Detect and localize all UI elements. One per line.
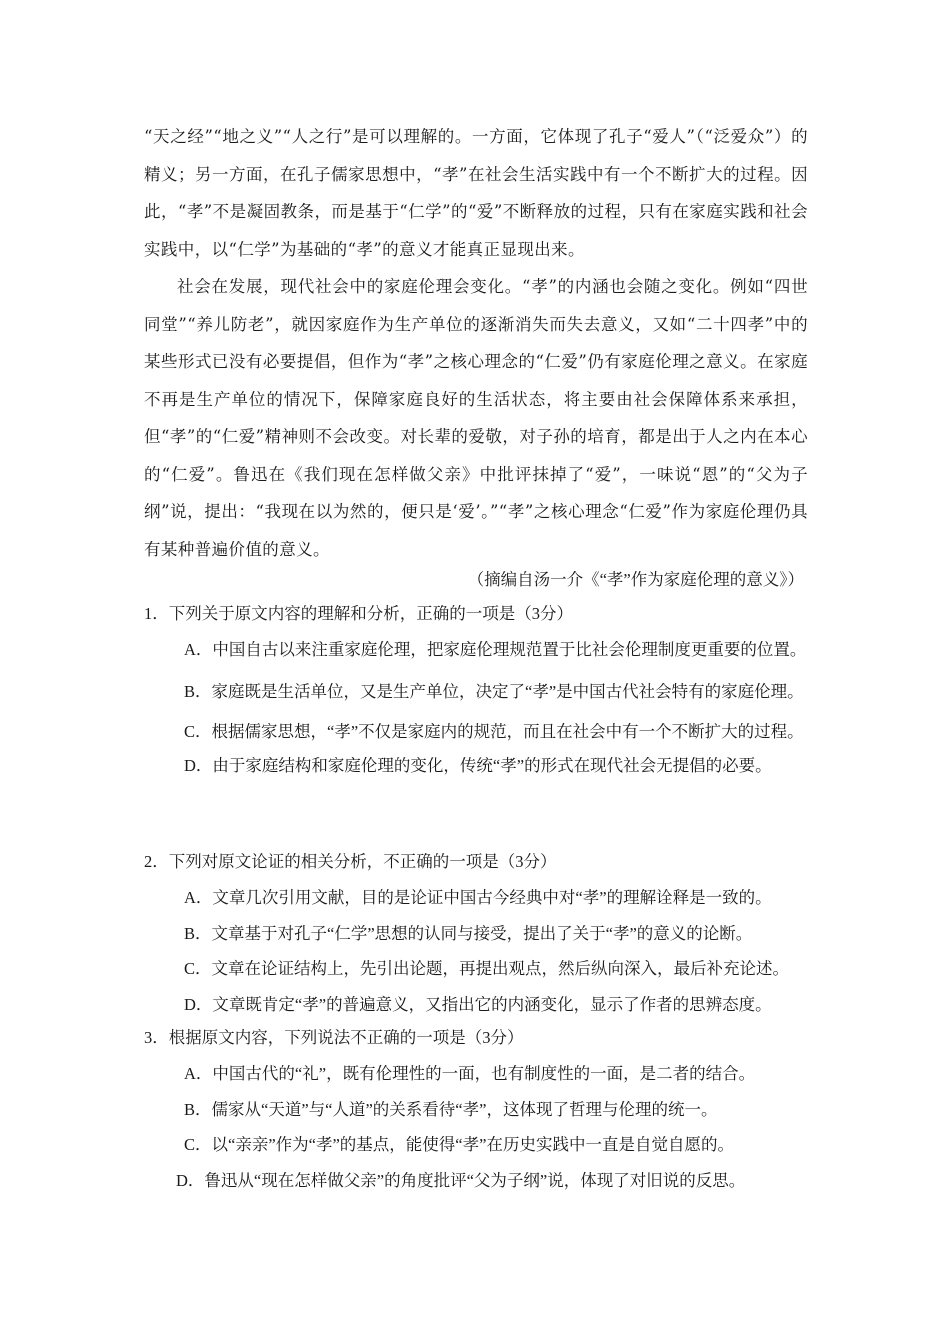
question-3-option-b: B．儒家从“天道”与“人道”的关系看待“孝”，这体现了哲理与伦理的统一。 [184, 1099, 718, 1119]
passage-source: （摘编自汤一介《“孝”作为家庭伦理的意义》） [467, 570, 804, 589]
question-2-option-b: B．文章基于对孔子“仁学”思想的认同与接受，提出了关于“孝”的意义的论断。 [184, 923, 753, 943]
question-1-option-d: D．由于家庭结构和家庭伦理的变化，传统“孝”的形式在现代社会无提倡的必要。 [184, 755, 772, 775]
question-3-option-d: D．鲁迅从“现在怎样做父亲”的角度批评“父为子纲”说，体现了对旧说的反思。 [176, 1170, 746, 1190]
question-1-stem: 1．下列关于原文内容的理解和分析，正确的一项是（3分） [144, 604, 573, 623]
passage-paragraph-2: 社会在发展，现代社会中的家庭伦理会变化。“孝”的内涵也会随之变化。例如“四世同堂”“养儿防老”，就因家庭作为生产单位的逐渐消失而失去意义，又如“二十四孝”中的某些形式已没有必要提倡，但作为“孝”之核心理念的“仁爱”仍有家庭伦理之意义。在家庭不再是生产单位的情况下，保障家庭良好的生活状态，将主要由社会保障体系来承担，但“孝”的“仁爱”精神则不会改变。对长辈的爱敬，对子孙的培育，都是出于人之内在本心的“仁爱”。鲁迅在《我们现在怎样做父亲》中批评抹掉了“爱”，一味说“恩”的“父为子纲”说，提出：“我现在以为然的，便只是‘爱’。”“孝”之核心理念“仁爱”作为家庭伦理仍具有某种普遍价值的意义。 [144, 277, 808, 559]
question-2-option-c: C．文章在论证结构上，先引出论题，再提出观点，然后纵向深入，最后补充论述。 [184, 959, 790, 978]
question-2-option-a: A．文章几次引用文献，目的是论证中国古今经典中对“孝”的理解诠释是一致的。 [184, 888, 772, 907]
question-2-stem: 2．下列对原文论证的相关分析，不正确的一项是（3分） [144, 852, 557, 871]
question-3 [144, 1026, 808, 1204]
question-1-option-b: B．家庭既是生活单位，又是生产单位，决定了“孝”是中国古代社会特有的家庭伦理。 [184, 681, 804, 701]
question-3-option-c: C．以“亲亲”作为“孝”的基点，能使得“孝”在历史实践中一直是自觉自愿的。 [184, 1135, 734, 1154]
question-1-option-c: C．根据儒家思想，“孝”不仅是家庭内的规范，而且在社会中有一个不断扩大的过程。 [184, 721, 804, 741]
passage-paragraph-1: “天之经”“地之义”“人之行”是可以理解的。一方面，它体现了孔子“爱人”（“泛爱众”）的精义；另一方面，在孔子儒家思想中，“孝”在社会生活实践中有一个不断扩大的过程。因此，“孝”不是凝固教条，而是基于“仁学”的“爱”不断释放的过程，只有在家庭实践和社会实践中，以“仁学”为基础的“孝”的意义才能真正显现出来。 [144, 127, 808, 259]
question-3-option-a: A．中国古代的“礼”，既有伦理性的一面，也有制度性的一面，是二者的结合。 [184, 1064, 756, 1083]
question-3-stem: 3．根据原文内容，下列说法不正确的一项是（3分） [144, 1028, 524, 1047]
question-2 [144, 850, 808, 1028]
question-1 [144, 602, 808, 789]
question-2-option-d: D．文章既肯定“孝”的普遍意义，又指出它的内涵变化，显示了作者的思辨态度。 [184, 994, 772, 1014]
question-1-option-a: A．中国自古以来注重家庭伦理，把家庭伦理规范置于比社会伦理制度更重要的位置。 [184, 640, 807, 659]
